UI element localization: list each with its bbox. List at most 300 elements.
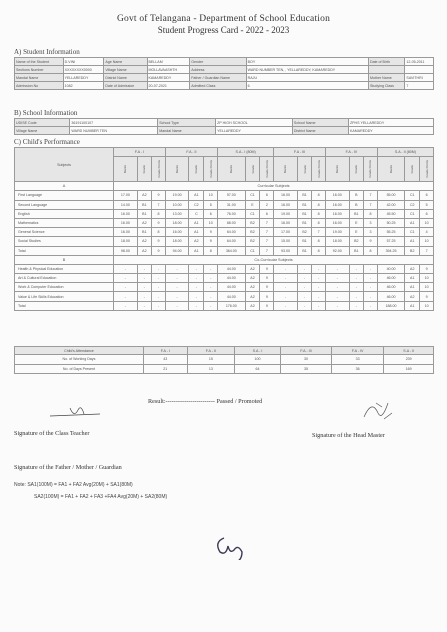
- score-cell: 5: [204, 200, 218, 209]
- score-cell: -: [204, 301, 218, 310]
- field-value: SAVITHRI: [405, 74, 434, 82]
- score-cell: -: [137, 301, 152, 310]
- attendance-value: 13: [187, 364, 234, 374]
- field-value: 7: [405, 82, 434, 90]
- score-cell: 7: [152, 200, 166, 209]
- score-cell: B1: [137, 228, 152, 237]
- field-label: Name of the Student: [15, 58, 64, 66]
- score-cell: -: [312, 301, 326, 310]
- result-line: Result:------------------------ Passed / Promoted: [148, 398, 263, 405]
- head-master-signature-mark: [358, 395, 398, 425]
- score-cell: 8: [312, 218, 326, 227]
- score-cell: -: [189, 264, 204, 273]
- subject-name: Art & Cultural Education: [15, 274, 114, 283]
- class-teacher-signature-label: Signature of the Class Teacher: [14, 430, 90, 437]
- score-cell: A1: [189, 228, 204, 237]
- field-label: Date of Admission: [104, 82, 147, 90]
- score-cell: -: [312, 274, 326, 283]
- score-cell: 7: [312, 228, 326, 237]
- score-cell: -: [204, 292, 218, 301]
- score-cell: -: [297, 283, 312, 292]
- score-cell: 3: [364, 218, 378, 227]
- sub-header-cell: [137, 157, 152, 182]
- field-label: Sections Number: [15, 66, 64, 74]
- score-cell: -: [349, 283, 364, 292]
- sub-header-cell: [297, 157, 312, 182]
- score-cell: 364.00: [218, 246, 245, 255]
- attendance-header-cell: S.A - I: [235, 347, 281, 355]
- score-cell: -: [297, 301, 312, 310]
- subject-row: [15, 200, 434, 209]
- score-cell: 10: [420, 274, 434, 283]
- score-cell: -: [204, 274, 218, 283]
- field-value: 6: [246, 82, 368, 90]
- score-cell: 8: [364, 209, 378, 218]
- attendance-header-row: [15, 347, 434, 355]
- student-info-row: [15, 58, 434, 66]
- score-cell: 7: [260, 237, 274, 246]
- score-cell: 57.00: [218, 191, 245, 200]
- attendance-row: [15, 364, 434, 374]
- attendance-label: No. of Days Present: [15, 364, 144, 374]
- field-label: Admission No: [15, 82, 64, 90]
- score-cell: B1: [297, 209, 312, 218]
- subject-row: [15, 218, 434, 227]
- score-cell: 9: [364, 237, 378, 246]
- subject-row: [15, 274, 434, 283]
- attendance-table: [14, 346, 434, 374]
- sub-header-label: Marks: [229, 164, 234, 173]
- score-cell: -: [189, 301, 204, 310]
- score-cell: B2: [245, 218, 260, 227]
- score-cell: -: [114, 292, 138, 301]
- score-cell: 57.25: [377, 237, 404, 246]
- score-cell: -: [312, 292, 326, 301]
- score-cell: B2: [245, 228, 260, 237]
- field-value: [405, 66, 434, 74]
- group-label: B: [15, 255, 114, 264]
- score-cell: A2: [245, 274, 260, 283]
- sub-header-cell: [405, 157, 420, 182]
- assessment-group-header: F.A - IV: [326, 148, 378, 157]
- score-cell: -: [326, 301, 350, 310]
- field-label: School Type: [158, 119, 216, 127]
- score-cell: -: [274, 292, 298, 301]
- score-cell: B1: [137, 200, 152, 209]
- performance-heading: C) Child's Performance: [14, 138, 80, 146]
- sub-header-label: Marks: [123, 164, 128, 173]
- curricular-band-label: Curricular Subjects: [114, 182, 434, 191]
- score-cell: 7: [420, 246, 434, 255]
- score-cell: A1: [405, 283, 420, 292]
- student-info-row: [15, 82, 434, 90]
- score-cell: 68.00: [218, 218, 245, 227]
- score-cell: -: [326, 264, 350, 273]
- score-cell: B1: [297, 200, 312, 209]
- school-info-row: [15, 127, 434, 135]
- score-cell: 16.00: [114, 209, 138, 218]
- field-label: [368, 66, 404, 74]
- subject-name: Work & Computer Education: [15, 283, 114, 292]
- score-cell: -: [137, 264, 152, 273]
- score-cell: 9: [260, 274, 274, 283]
- score-cell: -: [274, 274, 298, 283]
- sub-header-cell: [218, 157, 245, 182]
- score-cell: -: [114, 264, 138, 273]
- subject-name: Social Studies: [15, 237, 114, 246]
- score-cell: -: [274, 301, 298, 310]
- score-cell: -: [274, 283, 298, 292]
- score-cell: 16.00: [165, 228, 189, 237]
- score-cell: 8: [312, 246, 326, 255]
- score-cell: 8: [364, 246, 378, 255]
- sub-header-label: Grade Points: [424, 159, 429, 178]
- score-cell: B: [349, 200, 364, 209]
- field-value: WARD NUMBER TEN, , YELLAREDDY, KAMAREDDY: [246, 66, 368, 74]
- score-cell: 8: [312, 237, 326, 246]
- field-label: Village Name: [15, 127, 70, 135]
- score-cell: C1: [405, 191, 420, 200]
- sub-header-label: Grade Points: [156, 159, 161, 178]
- score-cell: 8: [152, 228, 166, 237]
- score-cell: -: [349, 301, 364, 310]
- score-cell: 16.00: [326, 218, 350, 227]
- attendance-value: 15: [187, 355, 234, 365]
- field-label: Mother Name: [368, 74, 404, 82]
- score-cell: 7: [260, 246, 274, 255]
- score-cell: 2: [260, 200, 274, 209]
- score-cell: 9: [420, 264, 434, 273]
- score-cell: 64.00: [218, 228, 245, 237]
- score-cell: B1: [297, 191, 312, 200]
- score-cell: B1: [297, 246, 312, 255]
- subject-row: [15, 209, 434, 218]
- score-cell: A2: [245, 264, 260, 273]
- attendance-value: 64: [235, 364, 281, 374]
- score-cell: 13.00: [165, 209, 189, 218]
- score-cell: 8: [152, 209, 166, 218]
- score-cell: A2: [137, 218, 152, 227]
- score-cell: A2: [137, 237, 152, 246]
- score-cell: C1: [405, 228, 420, 237]
- score-cell: 6: [260, 209, 274, 218]
- attendance-header-cell: F.A - II: [187, 347, 234, 355]
- score-cell: -: [189, 283, 204, 292]
- score-cell: A1: [405, 218, 420, 227]
- score-cell: E: [349, 228, 364, 237]
- field-label: Date of Birth: [368, 58, 404, 66]
- score-cell: A2: [137, 246, 152, 255]
- field-value: ZPHS YELLAREDDY: [348, 119, 433, 127]
- attendance-value: 30: [281, 355, 332, 365]
- sub-header-cell: [152, 157, 166, 182]
- score-cell: -: [349, 292, 364, 301]
- attendance-header-cell: F.A - I: [143, 347, 187, 355]
- score-cell: C1: [405, 209, 420, 218]
- score-cell: 9: [152, 218, 166, 227]
- score-cell: -: [364, 283, 378, 292]
- field-value: XXXXXXXX0000: [63, 66, 104, 74]
- sub-header-label: Marks: [283, 164, 288, 173]
- score-cell: 44.00: [218, 274, 245, 283]
- score-cell: 94.00: [165, 246, 189, 255]
- field-value: 1082: [63, 82, 104, 90]
- sub-header-cell: [274, 157, 298, 182]
- score-cell: A1: [405, 237, 420, 246]
- score-cell: C1: [245, 246, 260, 255]
- field-value: YELLAREDDY: [63, 74, 104, 82]
- field-label: District Name: [292, 127, 348, 135]
- score-cell: B1: [349, 209, 364, 218]
- subject-row: [15, 301, 434, 310]
- sub-header-label: Grade Points: [316, 159, 321, 178]
- field-value: RAJU: [246, 74, 368, 82]
- score-cell: -: [137, 292, 152, 301]
- subject-row: [15, 191, 434, 200]
- score-cell: -: [312, 264, 326, 273]
- card-title: Govt of Telangana - Department of School Education: [116, 14, 331, 24]
- score-cell: 7: [364, 191, 378, 200]
- score-cell: 19.00: [165, 191, 189, 200]
- score-cell: E: [245, 200, 260, 209]
- attendance-value: 169: [384, 364, 434, 374]
- score-cell: -: [165, 301, 189, 310]
- subjects-header: Subjects: [15, 148, 114, 182]
- score-cell: 9: [152, 191, 166, 200]
- score-cell: -: [152, 283, 166, 292]
- score-cell: 92.00: [326, 246, 350, 255]
- assessment-group-header: F.A - III: [274, 148, 326, 157]
- field-value: KAMAREDDY: [348, 127, 433, 135]
- subject-name: Second Language: [15, 200, 114, 209]
- attendance-header-cell: F.A - III: [281, 347, 332, 355]
- score-cell: -: [152, 292, 166, 301]
- score-cell: 10: [204, 218, 218, 227]
- assessment-group-header: S.A - II (80M): [377, 148, 433, 157]
- subject-name: Value & Life Skills Education: [15, 292, 114, 301]
- score-cell: 18.00: [114, 237, 138, 246]
- field-label: District Name: [104, 74, 147, 82]
- score-cell: 10.00: [165, 200, 189, 209]
- student-info-row: [15, 74, 434, 82]
- score-cell: A1: [189, 246, 204, 255]
- sub-header-cell: [326, 157, 350, 182]
- score-cell: 8: [312, 191, 326, 200]
- score-cell: 9: [260, 301, 274, 310]
- group-label: A: [15, 182, 114, 191]
- subject-name: Health & Physical Education: [15, 264, 114, 273]
- score-cell: -: [114, 301, 138, 310]
- score-cell: -: [326, 274, 350, 283]
- score-cell: 9: [204, 237, 218, 246]
- score-cell: B: [349, 191, 364, 200]
- performance-group-header: [15, 148, 434, 157]
- score-cell: -: [165, 264, 189, 273]
- sub-header-cell: [420, 157, 434, 182]
- score-cell: 9: [260, 264, 274, 273]
- student-info-heading: A) Student Information: [14, 48, 80, 56]
- field-label: Studying Class: [368, 82, 404, 90]
- score-cell: -: [274, 264, 298, 273]
- subject-row: [15, 246, 434, 255]
- subject-row: [15, 264, 434, 273]
- score-cell: C2: [189, 200, 204, 209]
- score-cell: 55.00: [377, 191, 404, 200]
- field-label: School Name: [292, 119, 348, 127]
- sub-header-label: Grade: [354, 164, 359, 173]
- score-cell: C2: [405, 200, 420, 209]
- score-cell: 18.00: [165, 237, 189, 246]
- score-cell: 45.50: [377, 209, 404, 218]
- field-label: Mandal Name: [158, 127, 216, 135]
- score-cell: 16.00: [274, 191, 298, 200]
- score-cell: 16.00: [326, 209, 350, 218]
- score-cell: -: [137, 274, 152, 283]
- sub-header-cell: [165, 157, 189, 182]
- field-value: BOY: [246, 58, 368, 66]
- score-cell: 6: [260, 191, 274, 200]
- score-cell: -: [114, 283, 138, 292]
- sub-header-cell: [245, 157, 260, 182]
- score-cell: 64.00: [218, 237, 245, 246]
- score-cell: -: [165, 274, 189, 283]
- head-master-signature-label: Signature of the Head Master: [312, 432, 385, 439]
- score-cell: A1: [405, 301, 420, 310]
- field-label: Father / Guardian Name: [190, 74, 246, 82]
- sub-header-cell: [204, 157, 218, 182]
- score-cell: 16.00: [274, 218, 298, 227]
- score-cell: 9: [152, 237, 166, 246]
- sub-header-label: Grade: [250, 164, 255, 173]
- co-curricular-band: [15, 255, 434, 264]
- score-cell: 5: [420, 200, 434, 209]
- score-cell: 9: [204, 228, 218, 237]
- score-cell: -: [297, 274, 312, 283]
- score-cell: A2: [245, 292, 260, 301]
- score-cell: 3: [364, 228, 378, 237]
- score-cell: B2: [405, 246, 420, 255]
- score-cell: A2: [245, 301, 260, 310]
- score-cell: -: [297, 292, 312, 301]
- score-cell: A2: [137, 191, 152, 200]
- sub-header-cell: [349, 157, 364, 182]
- field-value: 12-05-2011: [405, 58, 434, 66]
- assessment-group-header: F.A - II: [165, 148, 217, 157]
- sub-header-label: Marks: [389, 164, 394, 173]
- score-cell: C: [189, 209, 204, 218]
- attendance-value: 100: [235, 355, 281, 365]
- sub-header-cell: [312, 157, 326, 182]
- sub-header-label: Marks: [175, 164, 180, 173]
- score-cell: 50.25: [377, 218, 404, 227]
- score-cell: 9: [260, 292, 274, 301]
- school-info-heading: B) School Information: [14, 109, 78, 117]
- subject-name: Total: [15, 301, 114, 310]
- score-cell: -: [312, 283, 326, 292]
- attendance-label: No. of Working Days: [15, 355, 144, 365]
- score-cell: 10: [420, 237, 434, 246]
- score-cell: -: [152, 274, 166, 283]
- score-cell: 6: [420, 209, 434, 218]
- score-cell: -: [326, 292, 350, 301]
- score-cell: 93.00: [274, 246, 298, 255]
- subject-name: English: [15, 209, 114, 218]
- field-label: Admitted Class: [190, 82, 246, 90]
- sub-header-label: Grade: [302, 164, 307, 173]
- note-line-2: SA2(100M) = FA1 + FA2 + FA3 +FA4 Avg(20M) + SA2(80M): [34, 494, 168, 500]
- subject-name: Total: [15, 246, 114, 255]
- score-cell: -: [326, 283, 350, 292]
- performance-table: [14, 147, 434, 311]
- field-value: D.VINI: [63, 58, 104, 66]
- score-cell: -: [189, 274, 204, 283]
- attendance-value: 21: [143, 364, 187, 374]
- score-cell: 16.00: [274, 200, 298, 209]
- score-cell: -: [364, 292, 378, 301]
- score-cell: 14.00: [114, 200, 138, 209]
- score-cell: 31.00: [218, 200, 245, 209]
- score-cell: 15.00: [274, 237, 298, 246]
- score-cell: -: [114, 274, 138, 283]
- score-cell: A1: [189, 191, 204, 200]
- score-cell: 19.00: [326, 228, 350, 237]
- sub-header-cell: [260, 157, 274, 182]
- student-info-table: [14, 57, 434, 90]
- field-label: Gender: [190, 58, 246, 66]
- sub-header-label: Grade Points: [208, 159, 213, 178]
- score-cell: 9: [152, 246, 166, 255]
- sub-header-cell: [114, 157, 138, 182]
- score-cell: A2: [405, 292, 420, 301]
- score-cell: 42.00: [377, 200, 404, 209]
- score-cell: A2: [405, 264, 420, 273]
- score-cell: 98.00: [114, 246, 138, 255]
- score-cell: 40.00: [377, 264, 404, 273]
- field-label: Mandal Name: [15, 74, 64, 82]
- score-cell: 44.00: [218, 283, 245, 292]
- field-label: UDISE Code: [15, 119, 70, 127]
- attendance-header-cell: S.A - II: [384, 347, 434, 355]
- attendance-header-cell: F.A - IV: [331, 347, 383, 355]
- score-cell: 188.00: [377, 301, 404, 310]
- score-cell: 8: [204, 246, 218, 255]
- score-cell: 8: [312, 200, 326, 209]
- score-cell: 8: [312, 209, 326, 218]
- sub-header-label: Grade Points: [264, 159, 269, 178]
- score-cell: 16.00: [114, 228, 138, 237]
- note-line-1: Note: SA1(100M) = FA1 + FA2 Avg(20M) + SA1(80M): [14, 482, 133, 488]
- subject-row: [15, 228, 434, 237]
- attendance-value: 36: [331, 364, 383, 374]
- score-cell: -: [364, 301, 378, 310]
- score-cell: B2: [245, 237, 260, 246]
- score-cell: E: [349, 218, 364, 227]
- score-cell: A1: [189, 218, 204, 227]
- score-cell: 44.00: [218, 264, 245, 273]
- score-cell: 44.00: [218, 292, 245, 301]
- score-cell: A2: [189, 237, 204, 246]
- attendance-row: [15, 355, 434, 365]
- student-info-row: [15, 66, 434, 74]
- score-cell: -: [165, 292, 189, 301]
- score-cell: 19.00: [274, 209, 298, 218]
- score-cell: B1: [349, 246, 364, 255]
- score-cell: -: [349, 264, 364, 273]
- score-cell: 6: [420, 191, 434, 200]
- score-cell: 46.00: [377, 292, 404, 301]
- sub-header-label: Marks: [335, 164, 340, 173]
- score-cell: -: [297, 264, 312, 273]
